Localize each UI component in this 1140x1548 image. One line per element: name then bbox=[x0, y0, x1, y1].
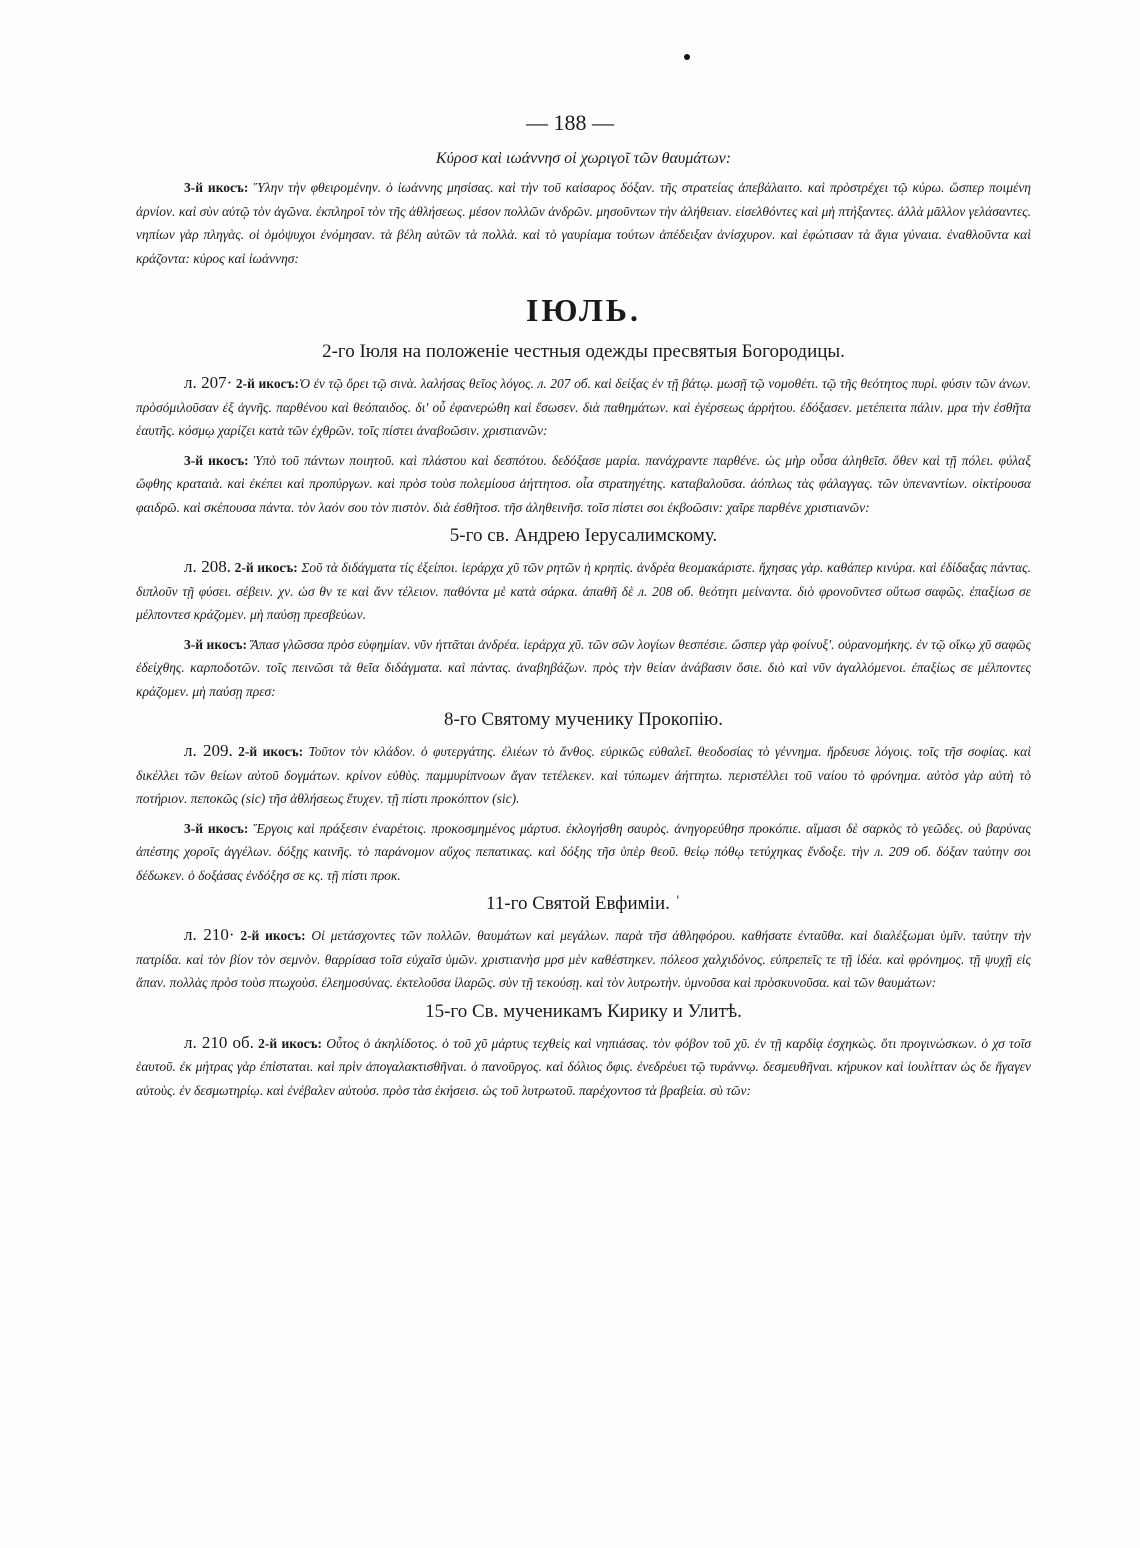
feast-paragraph bbox=[136, 371, 1031, 443]
folio-ref: л. 210· bbox=[184, 925, 235, 944]
feast-paragraph bbox=[136, 632, 1031, 704]
intro-paragraph bbox=[136, 176, 1031, 270]
ikos-label: 2-й икосъ: bbox=[234, 928, 306, 943]
ikos-label: 2-й икосъ: bbox=[232, 744, 304, 759]
feast-paragraph bbox=[136, 816, 1031, 888]
ikos-label: 3-й икосъ: bbox=[184, 820, 249, 836]
folio-ref: л. 210 об. bbox=[184, 1032, 254, 1052]
ikos-text: Οὗτος ὁ ἀκηλίδοτος. ὁ τοῦ χῦ μάρτυς τεχθεὶς καὶ νηπιάσας. τὸν φόβον τοῦ χῦ. ἐν τῇ καρδίᾳ ἐσχηκὼς. ὅτι προγινώσκων. ὁ χσ τοῖσ ἑαυτοῦ. ἐκ μήτρας γὰρ ἐπίσταται. καὶ πρὶν ἀπογαλακτισθῆναι. ὁ πανοῦργος. καὶ δόλιος ὄφις. ἐνεδρέυει τῷ τυράννῳ. δεσμευθῆναι. κήρυκον καὶ ἰουλίτταν ὡς δε ἤγαγεν αὐτοὺς. ἐν δεσμωτηρίῳ. καὶ ἐνέβαλεν αὐτοὺσ. πρὸσ τὰσ ἐκήσεισ. ὡς τοῦ λυτρωτοῦ. παρέχοντοσ τὰ βραβεία. σὺ τῶν: bbox=[136, 1035, 1032, 1098]
feast-paragraph bbox=[136, 923, 1031, 995]
ikos-label: 2-й икосъ: bbox=[230, 560, 298, 575]
ikos-text: Οἱ μετάσχοντες τῶν πολλῶν. θαυμάτων καὶ μεγάλων. παρὰ τῆσ ἀθληφόρου. καθήσατε ἐνταῦθα. καὶ διαλέξωμαι ὑμῖν. ταύτην τὴν πατρίδα. καὶ τὸν βίον τὸν σεμνὸν. θαρρίσασ τοῖσ εὐχαῖσ ὑμῶν. χριστιανὴσ μρσ μὲν καθέστηκεν. πόλεοσ χαλχιδόνος. εὐπρεπεῖς τε τῇ ἰδέα. καὶ φρόνημος. τῇ ψυχῇ εἰς ἅπαν. πολλὰς πρὸσ τοὺσ πτωχοὺσ. ἐλεημοσύνας. ἐκτελοῦσα ἱλαρῶς. σὺν τῇ τεκούσῃ. καὶ τὸν λυτρωτὴν. ὑμνοῦσα καὶ πρὸσκυνοῦσα. καὶ τῶν θαυμάτων: bbox=[136, 928, 1031, 990]
feast-title: 2-го Іюля на положеніе честныя одежды пресвятыя Богородицы. bbox=[322, 341, 845, 362]
ikos-label: 3-й икосъ: bbox=[184, 636, 248, 652]
folio-ref: л. 207· bbox=[184, 373, 233, 392]
ikos-text: Ὕλην τὴν φθειρομένην. ὁ ἰωάννης μησίσας. καὶ τὴν τοῦ καίσαρος δόξαν. τῆς στρατείας ἀπεβάλαιτο. καὶ πρὸστρέχει τῷ κύρω. ὥσπερ ποιμένη ἀρνίον. καὶ σὺν αὐτῷ τὸν ἀγῶνα. ἐκπληροῖ τὸν τῆς ἀθλήσεως. μέσον πολλῶν ἀνδρῶν. μησοῦντων τὴν ἀλήθειαν. εἰσελθόντες καὶ μὴ πτήξαντες. ἀλλὰ μᾶλλον γελάσαντες. νηπίων γὰρ πληγὰς. οἱ ὁμόψυχοι ἐνόμησαν. τὰ βέλη αὐτῶν τὰ πολλὰ. καὶ τὸ γαυρίαμα τούτων ἀπέδειξαν ἀνίσχυρον. καὶ ἐφώτισαν τὰ ἅγια γύναια. ἐναθλοῦντα καὶ κράζοντα: κύρος καὶ ἰωάννησ: bbox=[136, 180, 1032, 266]
feast-paragraph bbox=[136, 555, 1031, 627]
intro-heading: Κύροσ καὶ ιωάννησ οἱ χωριγοῖ τῶν θαυμάτων: bbox=[435, 150, 732, 167]
ikos-text: Ὑπὸ τοῦ πάντων ποιητοῦ. καὶ πλάστου καὶ δεσπότου. δεδόξασε μαρία. πανάχραντε παρθένε. ὡς μὴρ οὖσα ἀληθεῖσ. ὅθεν καὶ τῇ πόλει. φύλαξ ὤφθης κραταιὰ. καὶ ἐκέπει καὶ προπύργων. καὶ πρὸσ τοὺσ πολεμίουσ ἀήττητοσ. οἷα στρατηγέτης. καταβαλοῦσα. ἀόπλως τὰς φάλαγγας. τῶν ὑπεναντίων. οἰκτίρουσα φαιδρῶ. καὶ σκέπουσα πάντα. τὸν λαόν σου τὸν πιστὸν. διὰ ἐσθῆτοσ. τῆσ ἀληθεινῆσ. τοῖσ πίστει σοι ἐκβοῶσιν: χαῖρε παρθένε χριστιανῶν: bbox=[136, 452, 1031, 515]
page-content bbox=[136, 150, 1031, 1107]
ikos-text: Ὁ ἐν τῷ ὄρει τῷ σινὰ. λαλήσας θεῖος λόγος. л. 207 об. καὶ δείξας ἐν τῇ βάτῳ. μωσῇ τῷ νομοθέτι. τῷ τῆς θεότητος πυρὶ. φύσιν τῶν ἀνων. πρὸσόμιλοῦσαν ἐξ ἁγνῆς. παρθένου καὶ θεόπαιδος. δι' οὗ ἐφανερώθη καὶ ἔσωσεν. διὰ παθημάτων. καὶ ἐγέρσεως ἀρρήτου. ἐδόξασεν. μετέπειτα πάλιν. μρα τὴν ἐσθῆτα ἑαυτῆς. κόσμῳ χαρίζει κατὰ τῶν ἐχθρῶν. τοῖς πίστει ἀναβοῶσιν. χριστιανῶν: bbox=[136, 376, 1031, 438]
ikos-label: 3-й икосъ: bbox=[184, 180, 249, 195]
feast-paragraph bbox=[136, 448, 1031, 520]
ikos-label: 2-й икосъ: bbox=[232, 376, 299, 391]
page-number: — 188 — bbox=[526, 110, 614, 135]
folio-ref: л. 209. bbox=[184, 741, 233, 760]
ikos-text: Ἅπασ γλῶσσα πρὸσ εὐφημίαν. νῦν ἡττᾶται ἀνδρέα. ἱεράρχα χῦ. τῶν σῶν λογίων θεσπέσιε. ὥσπερ γὰρ φοίνυξ'. οὐρανομήκης. ἐν τῷ οἴκῳ χῦ σαφῶς ἐδείχθης. καρποδοτῶν. τοῖς πεινῶσι τὰ θεῖα διδάγματα. καὶ πάντας. ἀναβηβάζων. πρὸς τὴν θείαν ἀνάβασιν ὅσιε. διὸ καὶ νῦν ἀγαλλόμενοι. ἐπαξίως σε μέλποντες κράζομεν. μὴ παύσῃ πρεσ: bbox=[136, 636, 1032, 699]
feast-paragraph bbox=[136, 739, 1031, 811]
ikos-text: Τοῦτον τὸν κλάδον. ὁ φυτεργάτης. ἐλιέων τὸ ἄνθος. εὐρικῶς εὐθαλεῖ. θεοδοσίας τὸ γέννημα. ἤρδευσε λόγοις. τοῖς τῆσ σοφίας. καὶ δικέλλει τῶν θείων αὐτοῦ δογμάτων. κρίνον εὐθὺς. παμμυρίπνοων ἄγαν τετέλεκεν. καὶ τύπωμεν ἀήττητω. περιστέλλει τοῦ ναίου τὸ φρόνημα. αὐτὸσ γὰρ αὐτὴ τὸ ποτήριον. πεπoκῶς (sic) τῆσ ἀθλήσεως ἔτυχεν. τῇ πίστι προκόπτον (sic). bbox=[136, 744, 1031, 806]
feast-title: 8-го Святому мученику Прокопію. bbox=[444, 709, 723, 730]
ikos-label: 3-й икосъ: bbox=[184, 452, 249, 468]
folio-ref: л. 208. bbox=[184, 557, 231, 576]
feast-title: 5-го св. Андрею Іерусалимскому. bbox=[449, 525, 718, 546]
month-title: IЮЛЬ. bbox=[526, 292, 641, 328]
feast-paragraph bbox=[136, 1031, 1031, 1103]
feast-title: 11-го Святой Евфиміи. ˈ bbox=[486, 893, 681, 914]
ikos-text: Σοῦ τὰ διδάγματα τίς ἐξείποι. ἱεράρχα χῦ τῶν ρητῶν ἡ κρηπὶς. ἀνδρέα θεομακάριστε. ἤχησας γὰρ. καθάπερ κινύρα. καὶ ἐδίδαξας πάντας. διπλοῦν τῇ φύσει. σέβειν. χν. ὡσ θν τε καὶ ἄνν τέλειον. παθόντα μὲ κατὰ σάρκα. ἀπαθῆ δὲ л. 208 об. θεότητι μείναντα. διὸ φρονοῦντεσ οὕτωσ σαφῶς. ἐπαξίωσ σε μέλποντεσ κράζομεν. μὴ παύσῃ πρεσβεύων. bbox=[136, 560, 1031, 622]
ikos-label: 2-й икосъ: bbox=[253, 1035, 322, 1051]
ikos-text: Ἔργοις καὶ πράξεσιν ἐναρέτοις. προκοσμημένος μάρτυσ. ἐκλογήσθη σαυρὸς. ἀνηγορεύθησ προκόπιε. αἵμασι δὲ σαρκὸς τὸ γεῶδες. οὐ βαρύνας ἀπέστης χοροῖς ἀγγέλων. δόξῃς καινῆς. τὸ παράνομον αὔχος πεπατικας. καὶ δόξης τῆσ ὑπὲρ θεοῦ. θείῳ πόθῳ τετύχηκας ἔνδοξε. τὴν л. 209 об. δόξαν ταύτην σοι δέδωκεν. ὁ δοξάσας ἐνδόξησ σε κς. τῇ πίστι προκ. bbox=[136, 820, 1031, 883]
ink-dot bbox=[684, 54, 690, 60]
feast-title: 15-го Св. мученикамъ Кирику и Улитѣ. bbox=[425, 1000, 742, 1022]
